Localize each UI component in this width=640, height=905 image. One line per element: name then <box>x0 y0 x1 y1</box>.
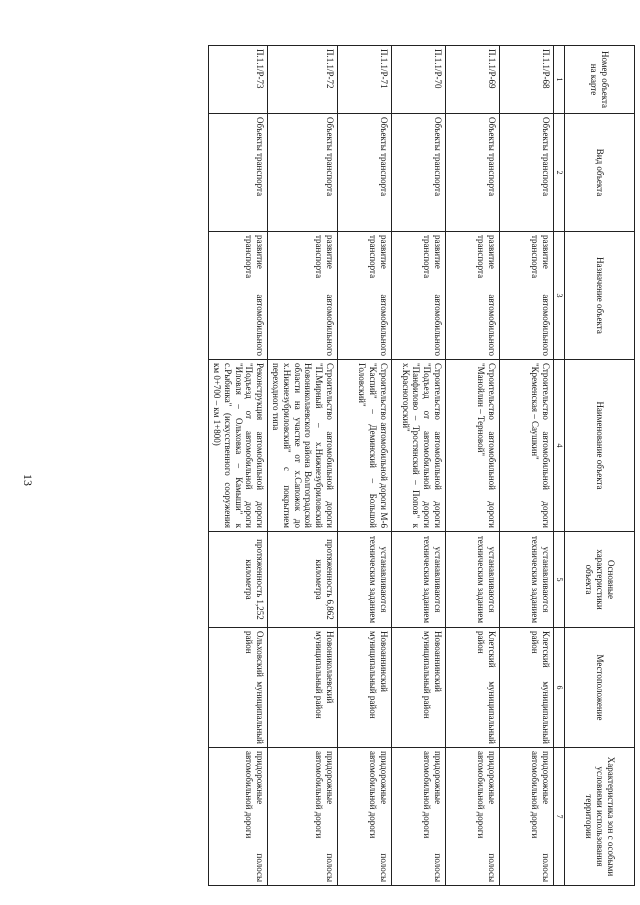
object-characteristics: устанавливаются техническим заданием <box>392 532 446 628</box>
object-characteristics: устанавливаются техническим заданием <box>446 532 500 628</box>
object-purpose: развитие автомобильного транспорта <box>268 232 338 360</box>
object-type: Объекты транспорта <box>500 114 554 232</box>
object-type: Объекты транспорта <box>338 114 392 232</box>
header-purpose: Назначение объекта <box>565 232 635 360</box>
object-name: Строительство автомобильной дороги М-6 "Каспий" – Деминский – Большой Головский" <box>338 360 392 532</box>
page-number: 13 <box>21 474 35 486</box>
object-characteristics: протяженность 1,252 километра <box>209 532 268 628</box>
table-row <box>446 46 500 886</box>
object-location: Новониколаевский муниципальный район <box>268 628 338 748</box>
table-row <box>500 46 554 886</box>
table-row <box>209 46 268 886</box>
object-purpose: развитие автомобильного транспорта <box>446 232 500 360</box>
header-characteristics: Основные характеристики объекта <box>565 532 635 628</box>
object-name: Строительство автомобильной дороги "Подъезд от автомобильной дороги "Панфилово – Тростянский – Попов" к х.Красногорский" <box>392 360 446 532</box>
object-number: П.1.1/Р-68 <box>500 46 554 114</box>
object-number: П.1.1/Р-70 <box>392 46 446 114</box>
object-zones: придорожные полосы автомобильной дороги <box>392 748 446 886</box>
object-zones: придорожные полосы автомобильной дороги <box>338 748 392 886</box>
object-type: Объекты транспорта <box>268 114 338 232</box>
column-number-row <box>554 46 565 886</box>
object-number: П.1.1/Р-71 <box>338 46 392 114</box>
object-zones: придорожные полосы автомобильной дороги <box>209 748 268 886</box>
object-location: Новоаннинский муниципальный район <box>392 628 446 748</box>
object-location: Ольховский муниципальный район <box>209 628 268 748</box>
object-characteristics: устанавливаются техническим заданием <box>338 532 392 628</box>
object-name: Реконструкция автомобильной дороги "Подъезд от автомобильной дороги "Иловля – Ольховка – Камыши" к с.Рыбинка" (искусственного сооружения км 0+700 – км 1+800) <box>209 360 268 532</box>
column-number: 7 <box>554 748 565 886</box>
object-purpose: развитие автомобильного транспорта <box>209 232 268 360</box>
object-name: Строительство автомобильной дороги "П.Мирный – х.Нижнезубриловский Новониколаевского района Волгоградской области на участке от х.Сапожок до х.Нижнезубриловский" с покрытием переходного типа <box>268 360 338 532</box>
object-name: Строительство автомобильной дороги "Кременская – Саушкин" <box>500 360 554 532</box>
object-location: Клетский муниципальный район <box>446 628 500 748</box>
object-zones: придорожные полосы автомобильной дороги <box>446 748 500 886</box>
object-location: Новоаннинский муниципальный район <box>338 628 392 748</box>
object-type: Объекты транспорта <box>392 114 446 232</box>
header-row <box>565 46 635 886</box>
objects-table <box>208 45 635 886</box>
object-characteristics: протяженность 6,862 километра <box>268 532 338 628</box>
object-number: П.1.1/Р-72 <box>268 46 338 114</box>
object-zones: придорожные полосы автомобильной дороги <box>268 748 338 886</box>
object-number: П.1.1/Р-69 <box>446 46 500 114</box>
header-zones: Характеристика зон с особыми условиями использования территории <box>565 748 635 886</box>
rotated-page-content <box>140 45 635 885</box>
object-purpose: развитие автомобильного транспорта <box>500 232 554 360</box>
column-number: 2 <box>554 114 565 232</box>
column-number: 5 <box>554 532 565 628</box>
object-purpose: развитие автомобильного транспорта <box>338 232 392 360</box>
column-number: 4 <box>554 360 565 532</box>
table-row <box>392 46 446 886</box>
column-number: 1 <box>554 46 565 114</box>
header-type: Вид объекта <box>565 114 635 232</box>
object-purpose: развитие автомобильного транспорта <box>392 232 446 360</box>
header-number: Номер объекта на карте <box>565 46 635 114</box>
column-number: 6 <box>554 628 565 748</box>
header-location: Местоположение <box>565 628 635 748</box>
table-row <box>338 46 392 886</box>
object-characteristics: устанавливаются техническим заданием <box>500 532 554 628</box>
object-type: Объекты транспорта <box>209 114 268 232</box>
header-name: Наименование объекта <box>565 360 635 532</box>
object-zones: придорожные полосы автомобильной дороги <box>500 748 554 886</box>
column-number: 3 <box>554 232 565 360</box>
object-number: П.1.1/Р-73 <box>209 46 268 114</box>
object-location: Клетский муниципальный район <box>500 628 554 748</box>
object-type: Объекты транспорта <box>446 114 500 232</box>
table-row <box>268 46 338 886</box>
object-name: Строительство автомобильной дороги "Манойлин – Терновой" <box>446 360 500 532</box>
